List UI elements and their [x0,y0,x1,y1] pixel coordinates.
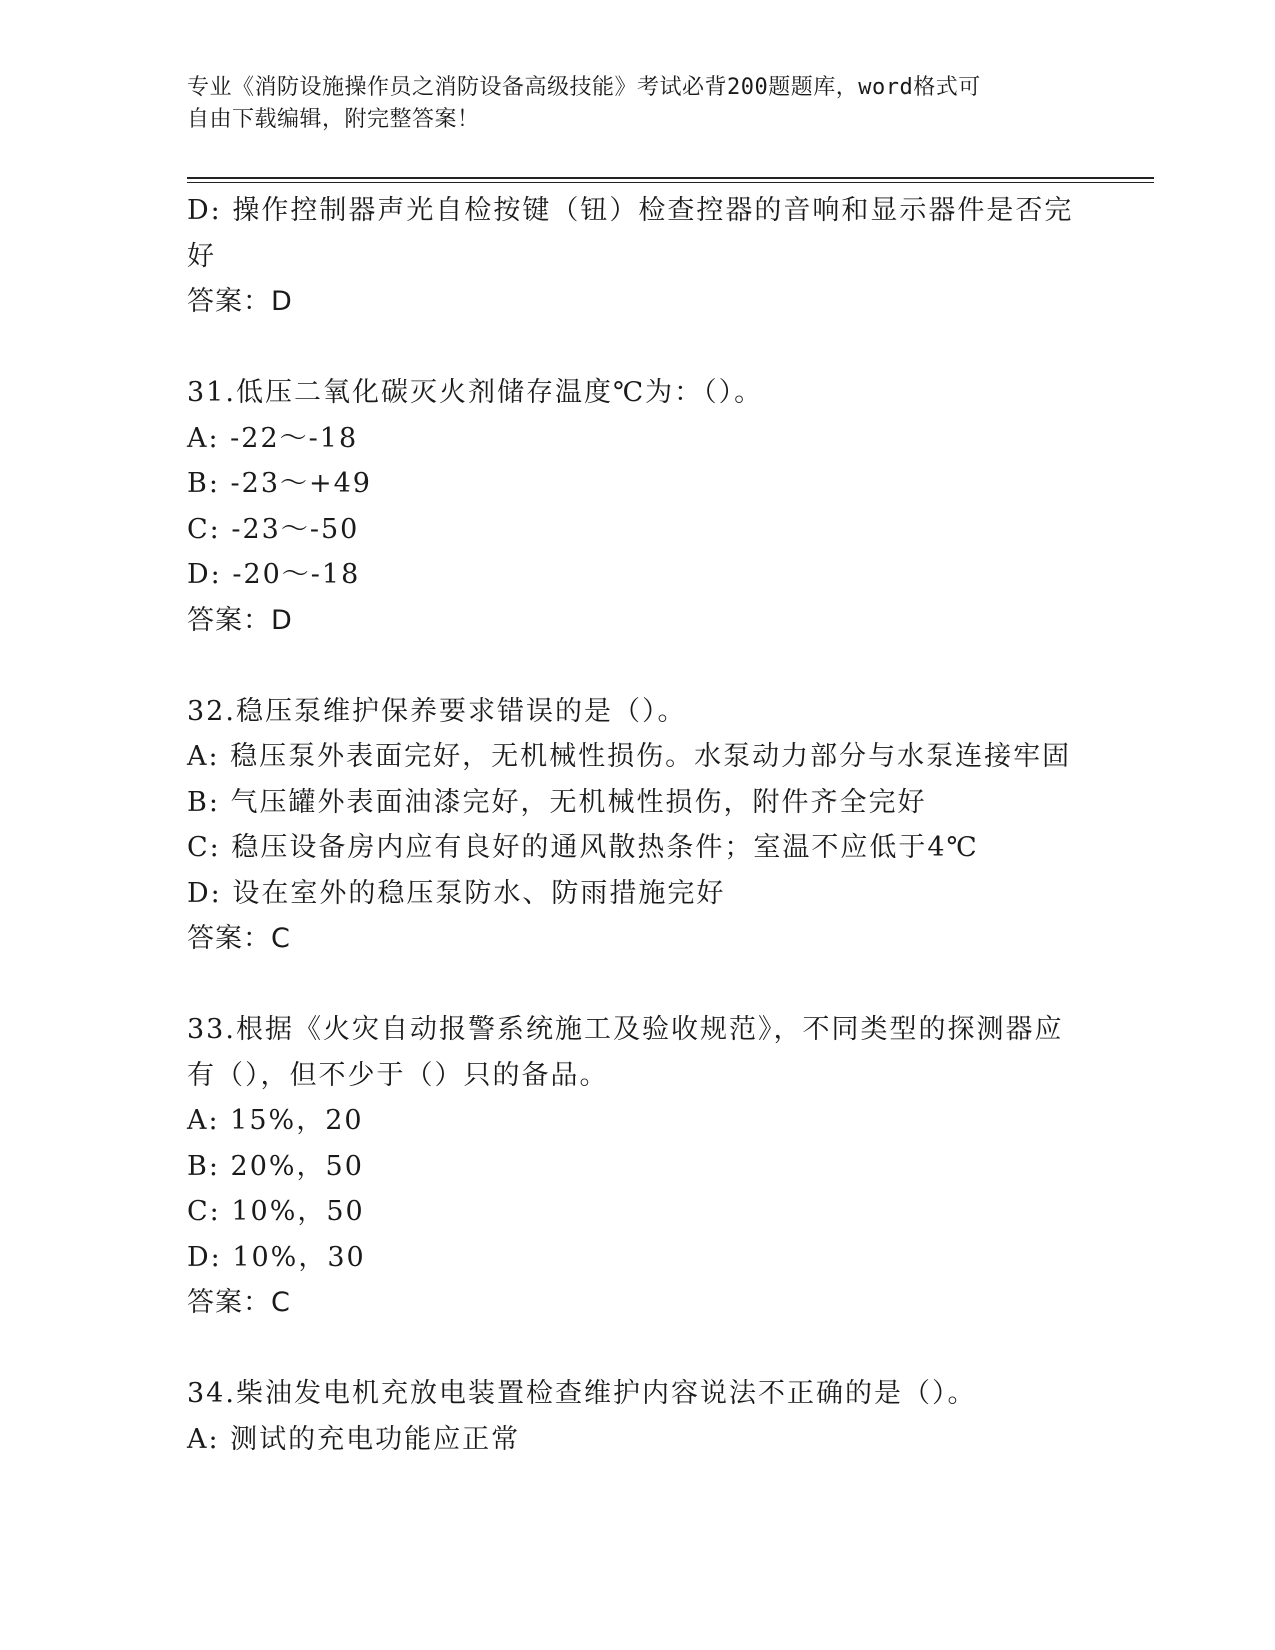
option-b: B: 20%，50 [187,1150,364,1182]
option-c: C: 10%，50 [187,1196,365,1227]
spacer [187,962,1087,1008]
option-d: D: 设在室外的稳压泵防水、防雨措施完好 [187,877,726,909]
option-b: B: 气压罐外表面油漆完好，无机械性损伤，附件齐全完好 [187,786,927,818]
spacer [187,643,1087,689]
option-a: A: -22～-18 [187,422,359,454]
option-a: A: 15%，20 [187,1105,364,1136]
document-header [187,72,1067,136]
header-line-2: 自由下载编辑，附完整答案！ [187,107,480,132]
header-line-1: 专业《消防设施操作员之消防设备高级技能》考试必背200题题库，word格式可 [187,75,981,100]
answer-line: 答案：D [187,286,293,317]
question-stem: 32.稳压泵维护保养要求错误的是（）。 [187,695,687,727]
option-d: D: 10%，30 [187,1241,366,1273]
spacer [187,325,1087,371]
question-content [187,188,1087,1462]
option-a: A: 测试的充电功能应正常 [187,1423,521,1455]
answer-line: 答案：C [187,923,291,954]
option-c: C: -23～-50 [187,513,360,545]
option-d: D: -20～-18 [187,559,361,590]
question-stem-continued: 有（），但不少于（）只的备品。 [187,1059,609,1091]
option-d-line-2: 好 [187,240,216,272]
header-divider-thick [187,177,1154,179]
question-stem: 31.低压二氧化碳灭火剂储存温度℃为：（）。 [187,377,764,408]
question-stem: 33.根据《火灾自动报警系统施工及验收规范》，不同类型的探测器应 [187,1014,1064,1045]
option-d-line-1: D: 操作控制器声光自检按键（钮）检查控器的音响和显示器件是否完 [187,195,1074,226]
option-c: C: 稳压设备房内应有良好的通风散热条件；室温不应低于4℃ [187,832,979,863]
question-stem: 34.柴油发电机充放电装置检查维护内容说法不正确的是（）。 [187,1378,977,1409]
option-b: B: -23～+49 [187,468,372,499]
spacer [187,1326,1087,1372]
answer-line: 答案：D [187,604,293,636]
answer-line: 答案：C [187,1287,291,1318]
header-divider-thin [187,182,1154,183]
option-a: A: 稳压泵外表面完好，无机械性损伤。水泵动力部分与水泵连接牢固 [187,741,1072,772]
